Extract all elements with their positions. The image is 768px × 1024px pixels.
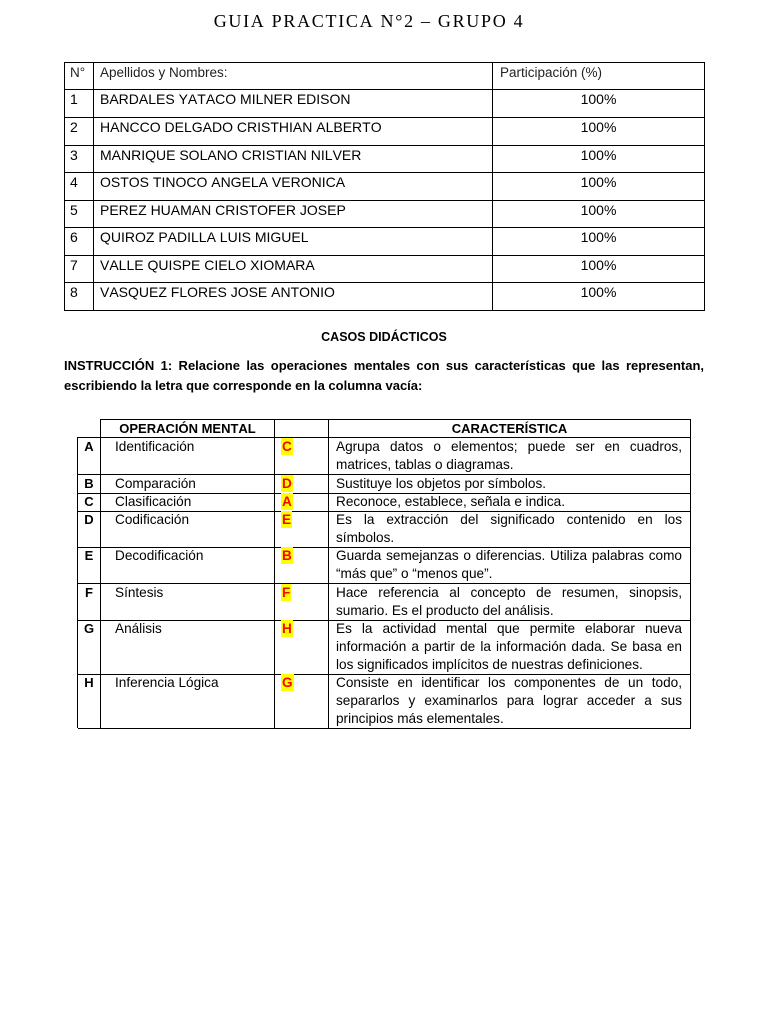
operation-row (78, 438, 691, 475)
operation-letter: F (78, 584, 101, 621)
members-table-header (65, 63, 705, 90)
operation-letter: D (78, 511, 101, 548)
section-title: CASOS DIDÁCTICOS (321, 330, 447, 344)
member-name: PEREZ HUAMAN CRISTOFER JOSEP (94, 201, 493, 228)
instruction-text: INSTRUCCIÓN 1: Relacione las operaciones mentales con sus características que las representan, escribiendo la letra que corresponde en la columna vacía: (64, 358, 704, 393)
operation-answer-cell (275, 547, 329, 584)
member-number: 6 (65, 228, 94, 256)
member-name: OSTOS TINOCO ANGELA VERONICA (94, 173, 493, 201)
member-row (65, 228, 705, 256)
operations-table (77, 419, 691, 728)
operation-characteristic: Hace referencia al concepto de resumen, sinopsis, sumario. Es el producto del análisis. (329, 584, 691, 621)
member-name: QUIROZ PADILLA LUIS MIGUEL (94, 228, 493, 256)
operation-letter: H (78, 674, 101, 729)
operation-row (78, 475, 691, 493)
member-row (65, 173, 705, 201)
operation-letter: E (78, 547, 101, 584)
member-participation: 100% (493, 256, 705, 283)
operation-characteristic: Reconoce, establece, señala e indica. (329, 493, 691, 512)
operation-name: Síntesis (101, 584, 275, 621)
member-participation: 100% (493, 118, 705, 146)
operation-name: Clasificación (101, 493, 275, 512)
operation-answer: A (282, 494, 292, 509)
operation-name: Comparación (101, 475, 275, 494)
operations-table-body (77, 437, 691, 728)
header-participation: Participación (%) (493, 63, 705, 90)
operation-name: Decodificación (101, 547, 275, 584)
member-participation: 100% (493, 90, 705, 118)
operation-characteristic: Agrupa datos o elementos; puede ser en cuadros, matrices, tablas o diagramas. (329, 438, 691, 475)
operation-answer-cell (275, 674, 329, 729)
header-answer (275, 420, 329, 437)
operation-letter: B (78, 475, 101, 494)
member-number: 4 (65, 173, 94, 201)
member-number: 5 (65, 201, 94, 228)
operation-answer: D (282, 476, 292, 491)
operation-name: Codificación (101, 511, 275, 548)
operation-answer-cell (275, 620, 329, 675)
member-name: VASQUEZ FLORES JOSE ANTONIO (94, 283, 493, 311)
operation-name: Análisis (101, 620, 275, 675)
operation-name: Inferencia Lógica (101, 674, 275, 729)
member-row (65, 256, 705, 283)
operations-table-header (100, 419, 691, 437)
members-table (64, 62, 705, 311)
member-participation: 100% (493, 146, 705, 173)
operation-characteristic: Es la extracción del significado contenido en los símbolos. (329, 511, 691, 548)
member-name: HANCCO DELGADO CRISTHIAN ALBERTO (94, 118, 493, 146)
header-operation: OPERACIÓN MENTAL (101, 420, 275, 437)
operation-characteristic: Es la actividad mental que permite elaborar nueva información a partir de la información dada. Se basa en los significados implícitos de nuestras definiciones. (329, 620, 691, 675)
member-participation: 100% (493, 228, 705, 256)
operation-characteristic: Guarda semejanzas o diferencias. Utiliza palabras como “más que” o “menos que”. (329, 547, 691, 584)
operation-characteristic: Sustituye los objetos por símbolos. (329, 475, 691, 494)
member-row (65, 146, 705, 173)
member-name: BARDALES YATACO MILNER EDISON (94, 90, 493, 118)
operation-answer: C (282, 439, 292, 454)
operation-answer-cell (275, 475, 329, 494)
operation-answer: B (282, 548, 292, 563)
operation-row (78, 493, 691, 511)
page-title: GUIA PRACTICA N°2 – GRUPO 4 (213, 11, 525, 31)
member-number: 8 (65, 283, 94, 311)
operation-answer: E (282, 512, 292, 527)
member-number: 3 (65, 146, 94, 173)
operation-name: Identificación (101, 438, 275, 475)
member-row (65, 118, 705, 146)
operation-row (78, 547, 691, 584)
member-number: 7 (65, 256, 94, 283)
member-row (65, 283, 705, 311)
operation-answer: H (282, 621, 292, 636)
operation-answer-cell (275, 584, 329, 621)
member-number: 1 (65, 90, 94, 118)
operation-answer-cell (275, 511, 329, 548)
member-name: VALLE QUISPE CIELO XIOMARA (94, 256, 493, 283)
operation-answer: G (282, 675, 293, 690)
member-participation: 100% (493, 173, 705, 201)
member-row (65, 90, 705, 118)
operation-answer: F (282, 585, 291, 600)
header-number: N° (65, 63, 94, 90)
member-number: 2 (65, 118, 94, 146)
operation-letter: A (78, 438, 101, 475)
operation-row (78, 584, 691, 620)
member-name: MANRIQUE SOLANO CRISTIAN NILVER (94, 146, 493, 173)
header-characteristic: CARACTERÍSTICA (329, 420, 691, 437)
operation-answer-cell (275, 438, 329, 475)
operation-answer-cell (275, 493, 329, 512)
operation-row (78, 674, 691, 728)
member-row (65, 201, 705, 228)
operation-row (78, 511, 691, 547)
member-participation: 100% (493, 201, 705, 228)
operation-letter: G (78, 620, 101, 675)
operation-letter: C (78, 493, 101, 512)
member-participation: 100% (493, 283, 705, 311)
operation-characteristic: Consiste en identificar los componentes de un todo, separarlos y examinarlos para lograr acceder a sus principios más elementales. (329, 674, 691, 729)
header-name: Apellidos y Nombres: (94, 63, 493, 90)
operation-row (78, 620, 691, 674)
